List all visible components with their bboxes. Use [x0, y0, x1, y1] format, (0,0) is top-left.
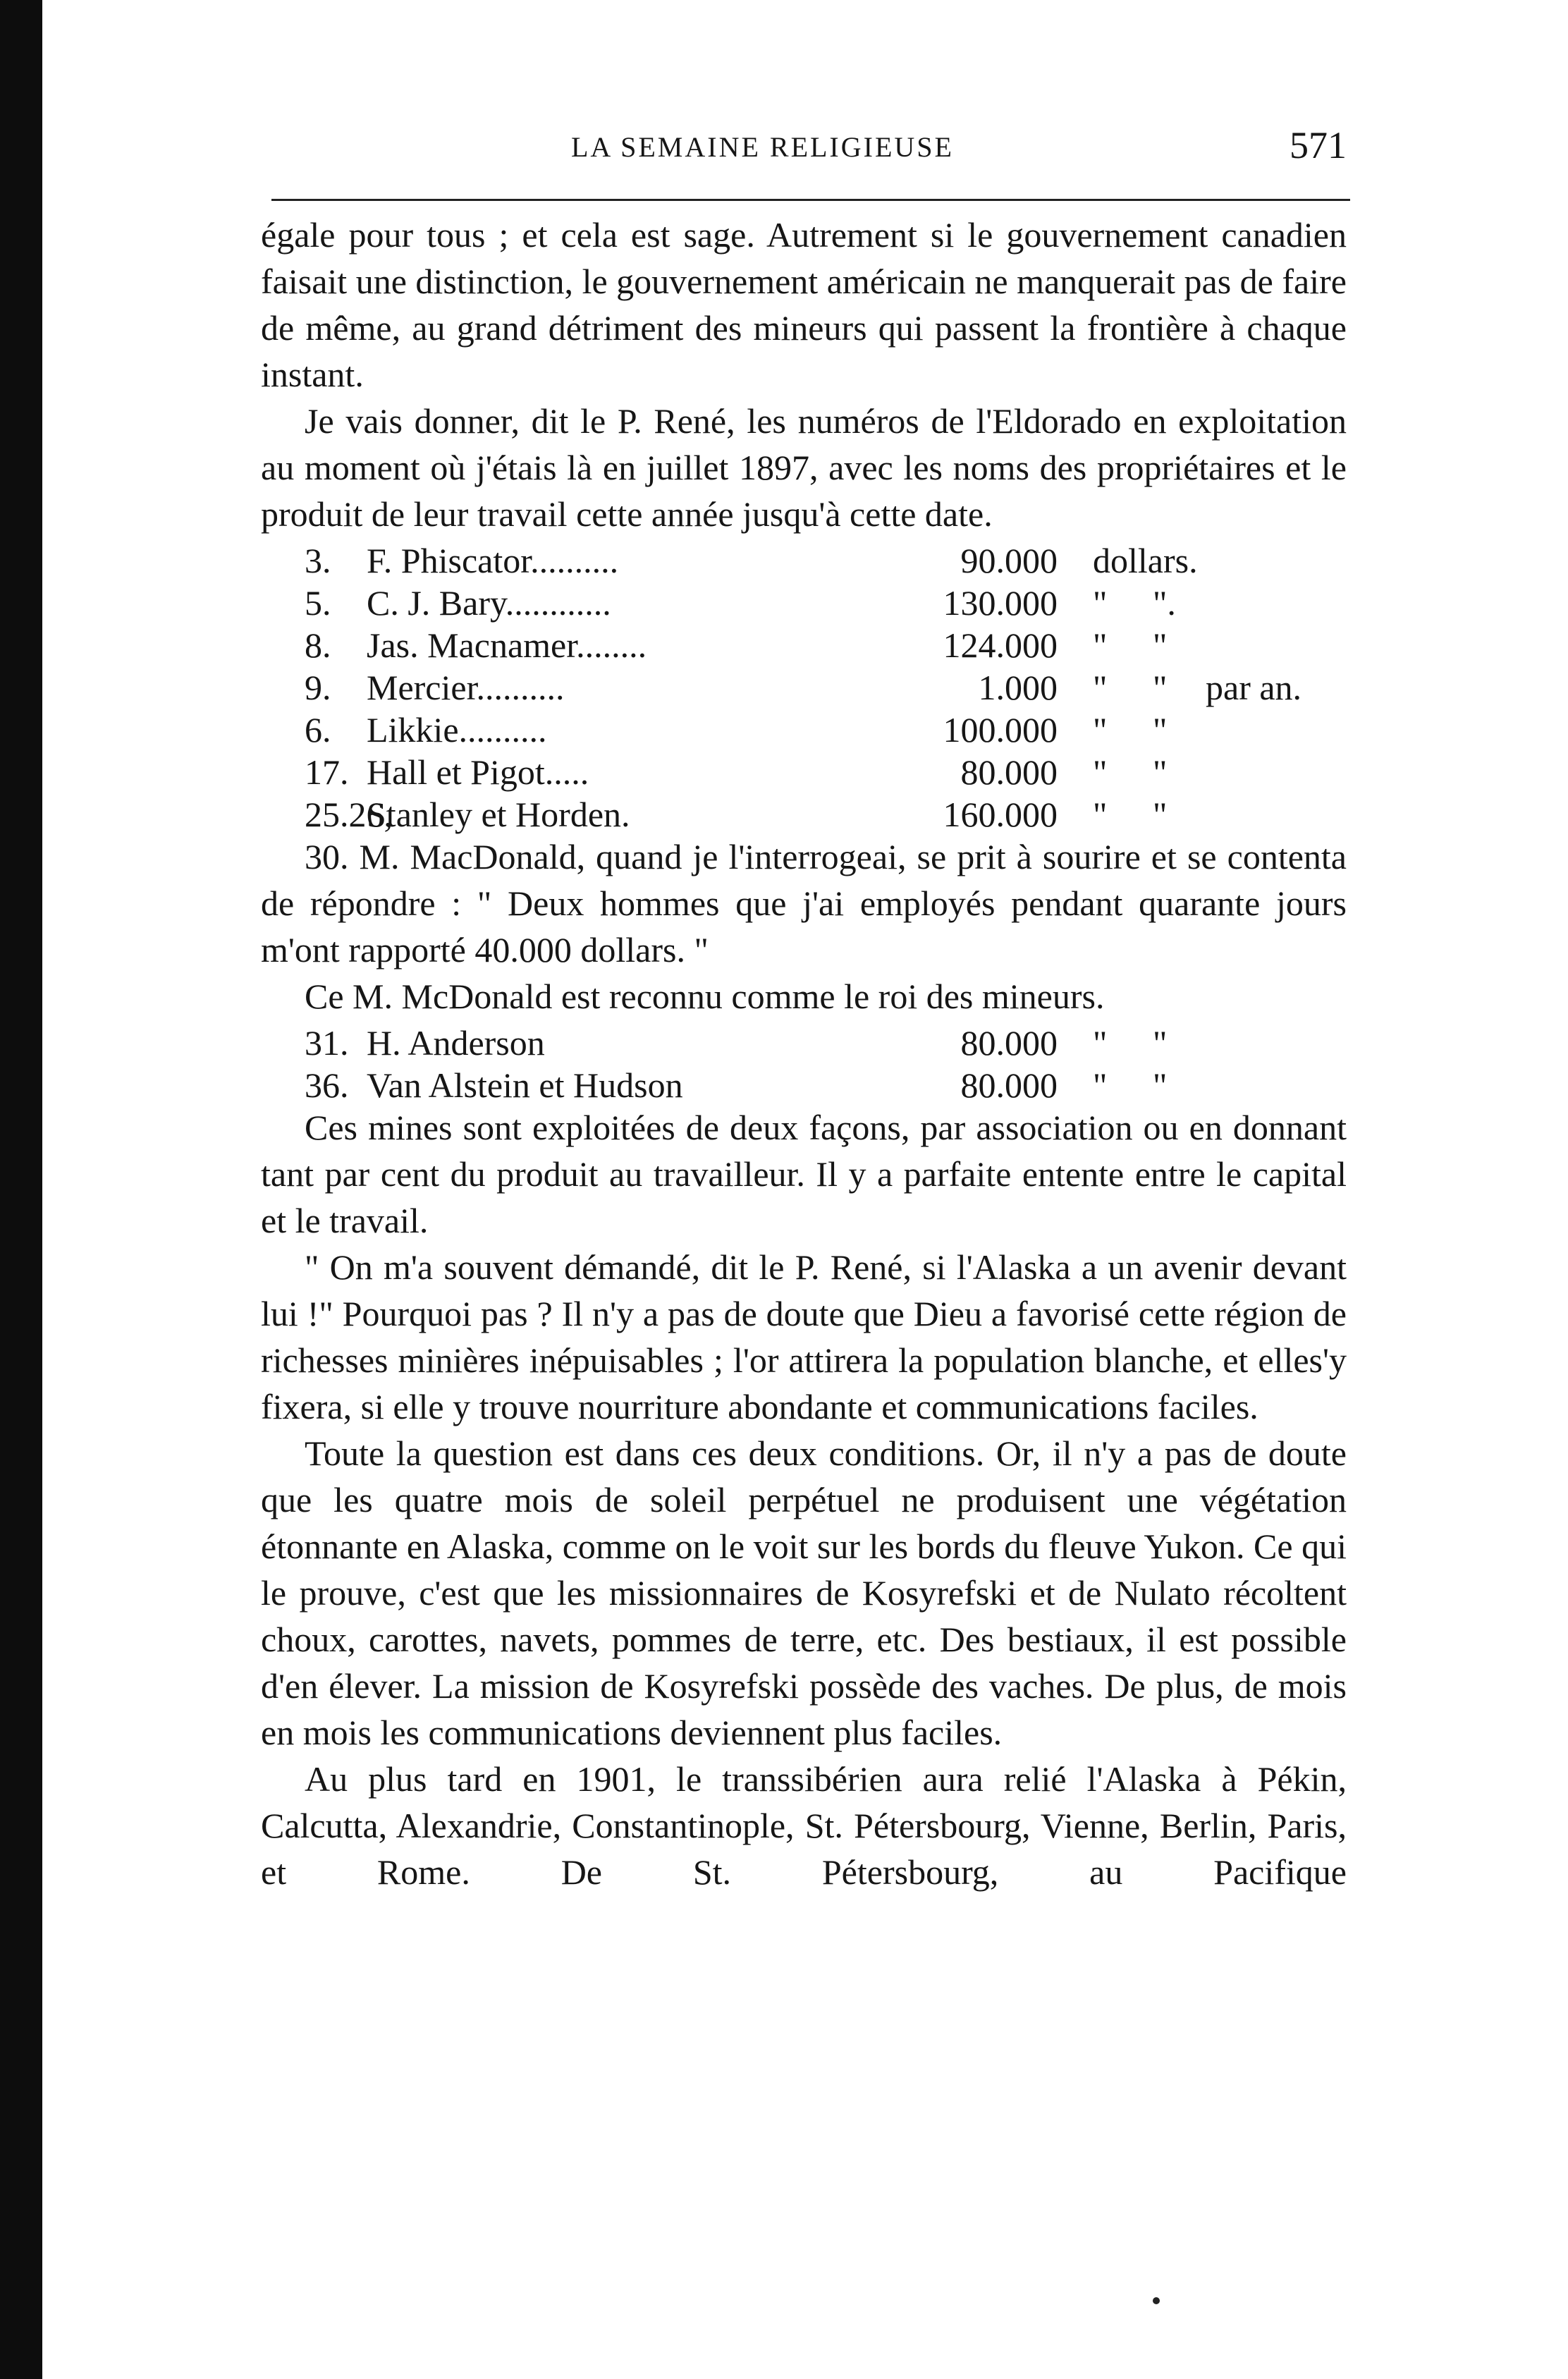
- ledger-unit1: ": [1093, 583, 1108, 623]
- paragraph-macdonald-text: M. MacDonald, quand je l'interrogeai, se prit à sourire et se contenta de répondre : " Deux hommes que j'ai employés pendant quarante jours m'ont rapporté 40.000 dollars. ": [261, 837, 1347, 970]
- ledger-num: 8.: [305, 625, 331, 665]
- ledger-amount: 90.000: [960, 541, 1058, 580]
- ledger-amount: 124.000: [943, 625, 1058, 665]
- paragraph-king-of-miners: Ce M. McDonald est reconnu comme le roi des mineurs.: [305, 977, 1105, 1016]
- ledger-row: [261, 707, 1347, 749]
- page-body: [261, 212, 1347, 1895]
- ledger-name: Stanley et Horden.: [367, 795, 630, 834]
- paragraph-intro-list: Je vais donner, dit le P. René, les numéros de l'Eldorado en exploitation au moment où j'étais là en juillet 1897, avec les noms des propriétaires et le produit de leur travail cette année jusqu'à cette date.: [261, 401, 1347, 534]
- ledger-unit1: ": [1093, 625, 1108, 665]
- ledger-row: [261, 664, 1347, 707]
- ledger-unit2: ": [1153, 1023, 1168, 1063]
- paragraph-continuation: égale pour tous ; et cela est sage. Autrement si le gouvernement canadien faisait une distinction, le gouvernement américain ne manquerait pas de faire de même, au grand détriment des mineurs qui passent la frontière à chaque instant.: [261, 215, 1347, 394]
- running-header: [261, 123, 1347, 180]
- ledger-unit2: ".: [1153, 583, 1176, 623]
- page-number: 571: [1290, 124, 1347, 166]
- ledger-num: 31.: [305, 1023, 349, 1063]
- ledger-unit1: ": [1093, 668, 1108, 707]
- ledger-amount: 130.000: [943, 583, 1058, 623]
- ledger-num: 17.: [305, 752, 349, 792]
- ledger-row: [261, 749, 1347, 791]
- book-spine-edge: [0, 0, 42, 2379]
- ledger-num: 3.: [305, 541, 331, 580]
- ledger-unit1: ": [1093, 795, 1108, 834]
- ledger-unit2: ": [1153, 625, 1168, 665]
- paragraph-exploitation: Ces mines sont exploitées de deux façons, par association ou en donnant tant par cent du produit au travailleur. Il y a parfaite entente entre le capital et le travail.: [261, 1108, 1347, 1240]
- ledger-amount: 80.000: [960, 1023, 1058, 1063]
- ledger-row: [261, 1020, 1347, 1062]
- ledger-name: Mercier..........: [367, 668, 565, 707]
- ledger-unit2: ": [1153, 668, 1168, 707]
- ledger-amount: 160.000: [943, 795, 1058, 834]
- header-rule: [271, 199, 1350, 201]
- ledger-row: [261, 1062, 1347, 1104]
- ledger-num: 25.26,: [305, 795, 393, 834]
- ledger-name: C. J. Bary............: [367, 583, 611, 623]
- ledger-num: 9.: [305, 668, 331, 707]
- ledger-row: [261, 537, 1347, 580]
- printer-mark: [1153, 2297, 1160, 2304]
- ledger-num: 36.: [305, 1065, 349, 1105]
- running-title: LA SEMAINE RELIGIEUSE: [571, 131, 954, 163]
- ledger-number: 30.: [305, 837, 349, 876]
- paragraph-conditions: Toute la question est dans ces deux conditions. Or, il n'y a pas de doute que les quatre mois de soleil perpétuel ne produisent une végétation étonnante en Alaska, comme on le voit sur les bords du fleuve Yukon. Ce qui le prouve, c'est que les missionnaires de Kosyrefski et de Nulato récoltent choux, carottes, navets, pommes de terre, etc. Des bestiaux, il est possible d'en élever. La mission de Kosyrefski possède des vaches. De plus, de mois en mois les communications deviennent plus faciles.: [261, 1433, 1347, 1752]
- ledger-name: H. Anderson: [367, 1023, 545, 1063]
- mine-ledger: [261, 537, 1347, 833]
- ledger-unit2: ": [1153, 1065, 1168, 1105]
- ledger-amount: 100.000: [943, 710, 1058, 750]
- ledger-amount: 80.000: [960, 1065, 1058, 1105]
- ledger-unit1: dollars.: [1093, 541, 1198, 580]
- ledger-amount: 80.000: [960, 752, 1058, 792]
- mine-ledger-continued: [261, 1020, 1347, 1104]
- ledger-row: [261, 622, 1347, 664]
- ledger-name: F. Phiscator..........: [367, 541, 619, 580]
- ledger-extra: par an.: [1206, 668, 1302, 707]
- ledger-name: Likkie..........: [367, 710, 547, 750]
- ledger-amount: 1.000: [978, 668, 1058, 707]
- paragraph-future: " On m'a souvent démandé, dit le P. René, si l'Alaska a un avenir devant lui !" Pourquoi pas ? Il n'y a pas de doute que Dieu a favorisé cette région de richesses minières inépuisables ; l'or attirera la population blanche, et elles'y fixera, si elle y trouve nourriture abondante et communications faciles.: [261, 1247, 1347, 1426]
- ledger-unit2: ": [1153, 752, 1168, 792]
- ledger-unit2: ": [1153, 710, 1168, 750]
- ledger-num: 6.: [305, 710, 331, 750]
- ledger-name: Hall et Pigot.....: [367, 752, 589, 792]
- ledger-unit2: ": [1153, 795, 1168, 834]
- ledger-name: Jas. Macnamer........: [367, 625, 647, 665]
- ledger-unit1: ": [1093, 752, 1108, 792]
- ledger-unit1: ": [1093, 1023, 1108, 1063]
- ledger-name: Van Alstein et Hudson: [367, 1065, 683, 1105]
- ledger-num: 5.: [305, 583, 331, 623]
- ledger-row: [261, 791, 1347, 833]
- paragraph-macdonald: [261, 833, 1347, 973]
- ledger-unit1: ": [1093, 710, 1108, 750]
- paragraph-transsiberian: Au plus tard en 1901, le transsibérien aura relié l'Alaska à Pékin, Calcutta, Alexandrie, Constantinople, St. Pétersbourg, Vienne, Berlin, Paris, et Rome. De St. Pétersbourg, au Pacifique: [261, 1759, 1347, 1892]
- ledger-unit1: ": [1093, 1065, 1108, 1105]
- ledger-row: [261, 580, 1347, 622]
